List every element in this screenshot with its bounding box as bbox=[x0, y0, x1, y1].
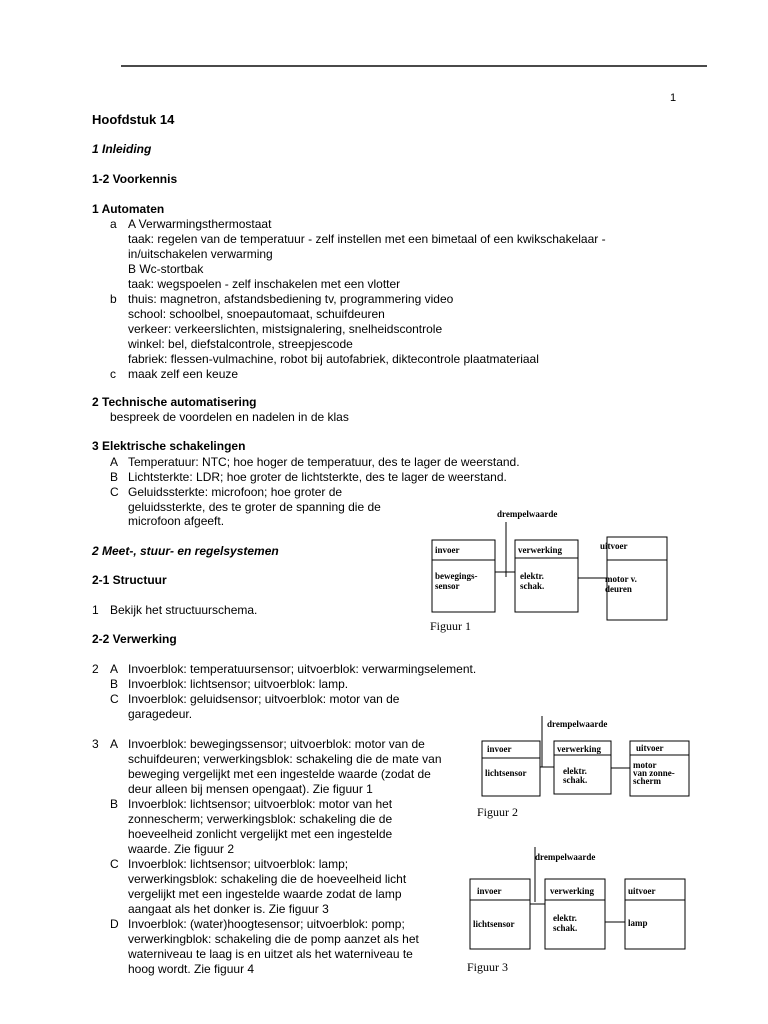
heading-elektrische-schakelingen: 3 Elektrische schakelingen bbox=[92, 439, 246, 453]
q2-num: 2 bbox=[92, 662, 99, 676]
q3-a-line-2: schuifdeuren; verwerkingsblok: schakeling die de mate van bbox=[128, 752, 442, 766]
structuur-num: 1 bbox=[92, 603, 99, 617]
figure-1 bbox=[420, 500, 680, 635]
fig1-verwerking-label: verwerking bbox=[518, 545, 562, 555]
fig1-invoer-content-2: sensor bbox=[435, 581, 460, 591]
fig2-uitvoer-content-1: motor bbox=[633, 760, 657, 770]
section-heading-voorkennis: 1-2 Voorkennis bbox=[92, 172, 178, 186]
fig3-verwerking-content-1: elektr. bbox=[553, 913, 577, 923]
q3-c-line-4: aangaat als het donker is. Zie figuur 3 bbox=[128, 902, 329, 916]
elek-c-line-1: Geluidssterkte: microfoon; hoe groter de bbox=[128, 485, 343, 499]
fig2-verwerking-label: verwerking bbox=[557, 744, 601, 754]
q2-a-line: Invoerblok: temperatuursensor; uitvoerblok: verwarmingselement. bbox=[128, 662, 477, 676]
q3-b-line-1: Invoerblok: lichtsensor; uitvoerblok: motor van het bbox=[128, 797, 393, 811]
fig2-caption: Figuur 2 bbox=[477, 805, 519, 819]
fig1-verwerking-content-1: elektr. bbox=[520, 571, 544, 581]
list-label-c: c bbox=[110, 367, 116, 381]
automaten-b-line-2: school: schoolbel, snoepautomaat, schuifdeuren bbox=[128, 307, 385, 321]
fig1-invoer-label: invoer bbox=[435, 545, 460, 555]
fig3-uitvoer-label: uitvoer bbox=[628, 886, 656, 896]
fig2-verwerking-content-1: elektr. bbox=[563, 766, 587, 776]
q3-d-line-4: hoog wordt. Zie figuur 4 bbox=[128, 962, 255, 976]
elek-a-line: Temperatuur: NTC; hoe hoger de temperatuur, des te lager de weerstand. bbox=[128, 455, 520, 469]
fig3-caption: Figuur 3 bbox=[467, 960, 509, 974]
automaten-a-line-3: in/uitschakelen verwarming bbox=[128, 247, 273, 261]
q3-d-line-2: verwerkingblok: schakeling die de pomp aanzet als het bbox=[128, 932, 419, 946]
automaten-a-line-1: A Verwarmingsthermostaat bbox=[128, 217, 272, 231]
automaten-a-line-5: taak: wegspoelen - zelf inschakelen met een vlotter bbox=[128, 277, 401, 291]
heading-automaten: 1 Automaten bbox=[92, 202, 165, 216]
figure-3 bbox=[465, 842, 705, 977]
fig1-caption: Figuur 1 bbox=[430, 619, 472, 633]
q3-a-line-4: deur alleen bij mensen opengaat). Zie figuur 1 bbox=[128, 782, 373, 796]
section-heading-inleiding: 1 Inleiding bbox=[92, 142, 152, 156]
q3-label-d: D bbox=[110, 917, 119, 931]
q2-b-line: Invoerblok: lichtsensor; uitvoerblok: lamp. bbox=[128, 677, 349, 691]
list-label-a: a bbox=[110, 217, 117, 231]
figure-2 bbox=[475, 712, 715, 827]
elek-label-a: A bbox=[110, 455, 119, 469]
elek-b-line: Lichtsterkte: LDR; hoe groter de lichtsterkte, des te lager de weerstand. bbox=[128, 470, 507, 484]
q3-label-c: C bbox=[110, 857, 119, 871]
automaten-c-line: maak zelf een keuze bbox=[128, 367, 239, 381]
page-number: 1 bbox=[670, 92, 677, 104]
q3-b-line-2: zonnescherm; verwerkingsblok: schakeling die de bbox=[128, 812, 393, 826]
fig2-uitvoer-content-3: scherm bbox=[633, 776, 661, 786]
q2-label-b: B bbox=[110, 677, 119, 691]
elek-label-b: B bbox=[110, 470, 119, 484]
fig3-drempel-label: drempelwaarde bbox=[535, 852, 596, 862]
q2-c-line-1: Invoerblok: geluidsensor; uitvoerblok: motor van de bbox=[128, 692, 400, 706]
automaten-b-line-4: winkel: bel, diefstalcontrole, streepjescode bbox=[128, 337, 353, 351]
fig3-verwerking-content-2: schak. bbox=[553, 923, 578, 933]
fig3-invoer-content-1: lichtsensor bbox=[473, 919, 515, 929]
q3-a-line-3: beweging vergelijkt met een ingestelde waarde (zodat de bbox=[128, 767, 431, 781]
structuur-line: Bekijk het structuurschema. bbox=[110, 603, 258, 617]
fig1-drempel-label: drempelwaarde bbox=[497, 509, 558, 519]
fig2-verwerking-content-2: schak. bbox=[563, 775, 588, 785]
automaten-b-line-5: fabriek: flessen-vulmachine, robot bij autofabriek, diktecontrole plaatmateriaal bbox=[128, 352, 539, 366]
heading-technische-automatisering: 2 Technische automatisering bbox=[92, 395, 257, 409]
q3-label-a: A bbox=[110, 737, 119, 751]
chapter-title: Hoofdstuk 14 bbox=[92, 112, 175, 127]
q3-d-line-3: waterniveau te laag is en uitzet als het waterniveau te bbox=[128, 947, 413, 961]
q2-label-c: C bbox=[110, 692, 119, 706]
q3-label-b: B bbox=[110, 797, 119, 811]
automaten-b-line-3: verkeer: verkeerslichten, mistsignalering, snelheidscontrole bbox=[128, 322, 443, 336]
fig2-invoer-label: invoer bbox=[487, 744, 512, 754]
q3-d-line-1: Invoerblok: (water)hoogtesensor; uitvoerblok: pomp; bbox=[128, 917, 405, 931]
elek-c-line-3: microfoon afgeeft. bbox=[128, 514, 225, 528]
q3-b-line-3: hoeveelheid zonlicht vergelijkt met een ingestelde bbox=[128, 827, 393, 841]
q3-b-line-4: waarde. Zie figuur 2 bbox=[128, 842, 235, 856]
list-label-b: b bbox=[110, 292, 117, 306]
heading-verwerking: 2-2 Verwerking bbox=[92, 632, 177, 646]
fig3-uitvoer-content-1: lamp bbox=[628, 918, 648, 928]
fig1-invoer-content-1: bewegings- bbox=[435, 571, 478, 581]
heading-structuur: 2-1 Structuur bbox=[92, 573, 167, 587]
fig2-invoer-content-1: lichtsensor bbox=[485, 768, 527, 778]
fig1-uitvoer-label: uitvoer bbox=[600, 541, 628, 551]
fig1-verwerking-content-2: schak. bbox=[520, 581, 545, 591]
fig1-uitvoer-content-1: motor v. bbox=[605, 574, 637, 584]
fig1-uitvoer-content-2: deuren bbox=[605, 584, 632, 594]
q2-c-line-2: garagedeur. bbox=[128, 707, 193, 721]
heading-meet-stuur-regelsystemen: 2 Meet-, stuur- en regelsystemen bbox=[92, 544, 279, 558]
automaten-a-line-4: B Wc-stortbak bbox=[128, 262, 204, 276]
q3-a-line-1: Invoerblok: bewegingssensor; uitvoerblok: motor van de bbox=[128, 737, 425, 751]
fig2-drempel-label: drempelwaarde bbox=[547, 719, 608, 729]
q3-c-line-2: verwerkingsblok: schakeling die de hoeveelheid licht bbox=[128, 872, 407, 886]
q3-c-line-1: Invoerblok: lichtsensor; uitvoerblok: lamp; bbox=[128, 857, 349, 871]
elek-label-c: C bbox=[110, 485, 119, 499]
header-rule bbox=[121, 65, 707, 67]
fig3-invoer-label: invoer bbox=[477, 886, 502, 896]
q3-c-line-3: vergelijkt met een ingestelde waarde zodat de lamp bbox=[128, 887, 402, 901]
automaten-b-line-1: thuis: magnetron, afstandsbediening tv, programmering video bbox=[128, 292, 454, 306]
fig2-uitvoer-content-2: van zonne- bbox=[633, 768, 675, 778]
automaten-a-line-2: taak: regelen van de temperatuur - zelf instellen met een bimetaal of een kwikschakelaar - bbox=[128, 232, 606, 246]
technische-line: bespreek de voordelen en nadelen in de klas bbox=[110, 410, 349, 424]
fig3-verwerking-label: verwerking bbox=[550, 886, 594, 896]
elek-c-line-2: geluidssterkte, des te groter de spanning die de bbox=[128, 500, 381, 514]
q2-label-a: A bbox=[110, 662, 119, 676]
q3-num: 3 bbox=[92, 737, 99, 751]
fig2-uitvoer-label: uitvoer bbox=[636, 743, 664, 753]
